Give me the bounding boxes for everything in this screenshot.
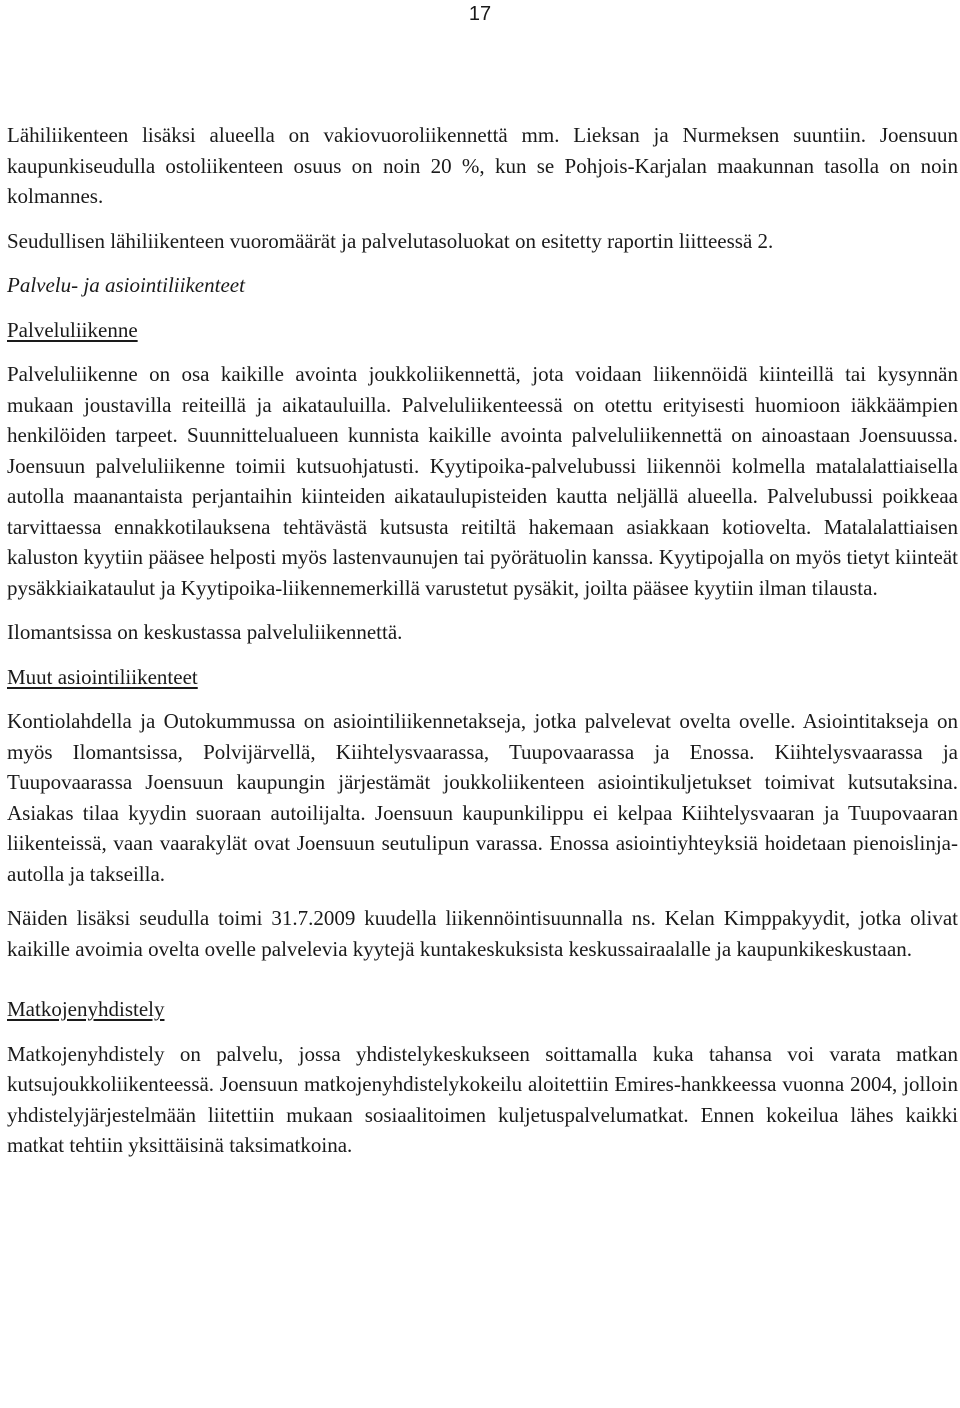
- paragraph-other-traffic: Kontiolahdella ja Outokummussa on asiointiliikennetakseja, jotka palvelevat ovelta ovelle. Asiointitakseja on myös Ilomantsissa, Polvijärvellä, Kiihtelysvaarassa, Tuupovaarassa ja Enossa. Kiihtelysvaarassa ja Tuupovaarassa Joensuun kaupungin järjestämät joukkoliikenteen asiointikuljetukset toimivat kutsutaksina. Asiakas tilaa kyydin suoraan autoilijalta. Joensuun kaupunkilippu ei kelpaa Kiihtelysvaaran ja Tuupovaaran liikenteissä, vaan vaarakylät ovat Joensuun seutulipun varassa. Enossa asiointiyhteyksiä hoidetaan pienoislinja-autolla ja takseilla.: [7, 709, 958, 886]
- paragraph-trip-combining: Matkojenyhdistely on palvelu, jossa yhdistelykeskukseen soittamalla kuka tahansa voi varata matkan kutsujoukkoliikenteessä. Joensuun matkojenyhdistelykokeilu aloitettiin Emires-hankkeessa vuonna 2004, jolloin yhdistelyjärjestelmään liitettiin mukaan sosiaalitoimen kuljetuspalvelumatkat. Ennen kokeilua lähes kaikki matkat tehtiin yksittäisinä taksimatkoina.: [7, 1041, 958, 1157]
- subheading-service-traffic: Palveluliikenne: [7, 317, 138, 342]
- paragraph-local-traffic: Lähiliikenteen lisäksi alueella on vakiovuoroliikennettä mm. Lieksan ja Nurmeksen suuntiin. Joensuun kaupunkiseudulla ostoliikenteen osuus on noin 20 %, kun se Pohjois-Karjalan maakunnan tasolla on noin kolmannes.: [7, 123, 958, 208]
- paragraph-kela-rides: Näiden lisäksi seudulla toimi 31.7.2009 kuudella liikennöintisuunnalla ns. Kelan Kimppakyydit, jotka olivat kaikille avoimia ovelta ovelle palvelevia kyytejä kuntakeskuksista keskussairaalalle ja kaupunkikeskustaan.: [7, 906, 958, 961]
- document-body: [7, 120, 958, 1175]
- section-heading-service-traffic: Palvelu- ja asiointiliikenteet: [7, 273, 245, 297]
- paragraph-service-traffic: Palveluliikenne on osa kaikille avointa joukkoliikennettä, jota voidaan liikennöidä kiinteillä tai kysynnän mukaan joustavilla reiteillä ja aikatauluilla. Palveluliikenteessä on otettu erityisesti huomioon iäkkäämpien henkilöiden tarpeet. Suunnittelualueen kunnista kaikille avointa palveluliikennettä on ainoastaan Joensuussa. Joensuun palveluliikenne toimii kutsuohjatusti. Kyytipoika-palvelubussi liikennöi kolmella matalalattiaisella autolla maanantaista perjantaihin kiinteiden aikataulupisteiden kautta neljällä alueella. Palvelubussi poikkeaa tarvittaessa ennakkotilauksena tehtävästä kutsusta reitiltä hakemaan asiakkaan kotiovelta. Matalalattiaisen kaluston kyytiin pääsee helposti myös lastenvaunujen tai pyörätuolin kanssa. Kyytipojalla on myös tietyt kiinteät pysäkkiaikataulut ja Kyytipoika-liikennemerkillä varustetut pysäkit, joilta pääsee kyytiin ilman tilausta.: [7, 362, 958, 600]
- paragraph-service-levels: Seudullisen lähiliikenteen vuoromäärät ja palvelutasoluokat on esitetty raportin liitteessä 2.: [7, 228, 774, 253]
- page-number: 17: [468, 3, 492, 25]
- subheading-trip-combining: Matkojenyhdistely: [7, 997, 165, 1021]
- subheading-other-traffic: Muut asiointiliikenteet: [7, 664, 198, 689]
- paragraph-ilomantsi: Ilomantsissa on keskustassa palveluliikennettä.: [7, 620, 403, 644]
